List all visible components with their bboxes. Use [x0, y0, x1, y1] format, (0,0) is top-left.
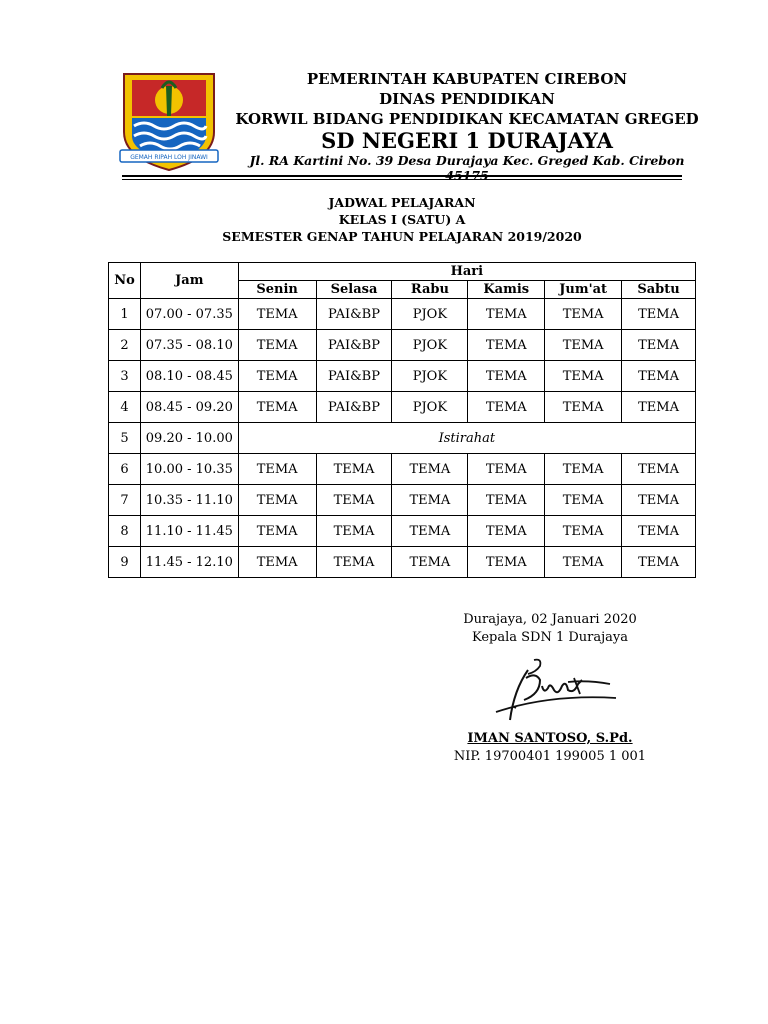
header-day: Rabu: [392, 281, 468, 299]
place-date: Durajaya, 02 Januari 2020: [463, 612, 637, 627]
subject-cell: TEMA: [622, 547, 696, 578]
row-number: 5: [109, 423, 141, 454]
handwritten-signature: [470, 650, 620, 725]
subject-cell: TEMA: [238, 516, 316, 547]
header-day: Sabtu: [622, 281, 696, 299]
subject-cell: PAI&BP: [316, 392, 392, 423]
header-no: No: [109, 263, 141, 299]
break-cell: Istirahat: [238, 423, 695, 454]
signer-nip: NIP. 19700401 199005 1 001: [453, 749, 647, 764]
district-office: KORWIL BIDANG PENDIDIKAN KECAMATAN GREGED: [235, 110, 699, 128]
subject-cell: TEMA: [622, 516, 696, 547]
subject-cell: TEMA: [545, 361, 622, 392]
subject-cell: TEMA: [468, 392, 545, 423]
subject-cell: PAI&BP: [316, 330, 392, 361]
row-number: 7: [109, 485, 141, 516]
subject-cell: TEMA: [622, 454, 696, 485]
subject-cell: TEMA: [468, 299, 545, 330]
subject-cell: TEMA: [392, 547, 468, 578]
row-time: 09.20 - 10.00: [140, 423, 238, 454]
subject-cell: PJOK: [392, 330, 468, 361]
letterhead-divider: [122, 175, 682, 177]
subject-cell: TEMA: [545, 299, 622, 330]
header-day: Senin: [238, 281, 316, 299]
signer-name: IMAN SANTOSO, S.Pd.: [467, 731, 633, 746]
title-schedule: JADWAL PELAJARAN: [328, 195, 476, 210]
subject-cell: TEMA: [545, 485, 622, 516]
table-row: [109, 392, 696, 423]
header-hari: Hari: [238, 263, 695, 281]
signer-position: Kepala SDN 1 Durajaya: [471, 630, 629, 645]
subject-cell: PJOK: [392, 361, 468, 392]
subject-cell: TEMA: [545, 330, 622, 361]
row-number: 9: [109, 547, 141, 578]
row-time: 10.35 - 11.10: [140, 485, 238, 516]
subject-cell: PAI&BP: [316, 361, 392, 392]
header-jam: Jam: [140, 263, 238, 299]
subject-cell: TEMA: [468, 516, 545, 547]
subject-cell: TEMA: [238, 547, 316, 578]
table-row: [109, 423, 696, 454]
government-name: PEMERINTAH KABUPATEN CIREBON: [306, 70, 628, 88]
logo-motto: GEMAH RIPAH LOH JINAWI: [130, 154, 208, 161]
row-number: 4: [109, 392, 141, 423]
subject-cell: TEMA: [545, 547, 622, 578]
subject-cell: TEMA: [622, 392, 696, 423]
subject-cell: TEMA: [392, 454, 468, 485]
subject-cell: TEMA: [392, 485, 468, 516]
subject-cell: TEMA: [238, 454, 316, 485]
row-time: 07.35 - 08.10: [140, 330, 238, 361]
header-day: Selasa: [316, 281, 392, 299]
subject-cell: TEMA: [238, 361, 316, 392]
school-address: Jl. RA Kartini No. 39 Desa Durajaya Kec. Greged Kab. Cirebon 45175: [249, 153, 685, 183]
row-number: 6: [109, 454, 141, 485]
subject-cell: TEMA: [468, 361, 545, 392]
schedule-table: [108, 262, 696, 578]
header-day: Jum'at: [545, 281, 622, 299]
subject-cell: TEMA: [238, 485, 316, 516]
subject-cell: TEMA: [622, 361, 696, 392]
row-number: 2: [109, 330, 141, 361]
subject-cell: TEMA: [316, 516, 392, 547]
subject-cell: TEMA: [545, 392, 622, 423]
subject-cell: TEMA: [238, 330, 316, 361]
regency-logo-icon: [118, 66, 220, 174]
row-time: 10.00 - 10.35: [140, 454, 238, 485]
subject-cell: TEMA: [545, 454, 622, 485]
header-day: Kamis: [468, 281, 545, 299]
title-semester: SEMESTER GENAP TAHUN PELAJARAN 2019/2020: [222, 229, 582, 244]
row-time: 11.10 - 11.45: [140, 516, 238, 547]
table-row: [109, 485, 696, 516]
row-time: 08.10 - 08.45: [140, 361, 238, 392]
letterhead-divider-thin: [122, 179, 682, 180]
table-row: [109, 330, 696, 361]
row-number: 8: [109, 516, 141, 547]
subject-cell: PJOK: [392, 299, 468, 330]
row-time: 07.00 - 07.35: [140, 299, 238, 330]
subject-cell: TEMA: [316, 454, 392, 485]
subject-cell: TEMA: [238, 299, 316, 330]
subject-cell: PAI&BP: [316, 299, 392, 330]
school-name: SD NEGERI 1 DURAJAYA: [321, 128, 613, 153]
subject-cell: TEMA: [545, 516, 622, 547]
subject-cell: TEMA: [316, 547, 392, 578]
row-time: 08.45 - 09.20: [140, 392, 238, 423]
subject-cell: TEMA: [622, 330, 696, 361]
subject-cell: TEMA: [468, 485, 545, 516]
subject-cell: TEMA: [468, 547, 545, 578]
subject-cell: TEMA: [622, 299, 696, 330]
table-row: [109, 454, 696, 485]
department-name: DINAS PENDIDIKAN: [379, 90, 555, 108]
row-time: 11.45 - 12.10: [140, 547, 238, 578]
subject-cell: TEMA: [316, 485, 392, 516]
subject-cell: TEMA: [468, 330, 545, 361]
subject-cell: TEMA: [622, 485, 696, 516]
subject-cell: TEMA: [468, 454, 545, 485]
table-row: [109, 547, 696, 578]
subject-cell: PJOK: [392, 392, 468, 423]
table-row: [109, 299, 696, 330]
row-number: 1: [109, 299, 141, 330]
table-row: [109, 516, 696, 547]
table-row: [109, 361, 696, 392]
row-number: 3: [109, 361, 141, 392]
title-class: KELAS I (SATU) A: [338, 212, 466, 227]
subject-cell: TEMA: [392, 516, 468, 547]
subject-cell: TEMA: [238, 392, 316, 423]
